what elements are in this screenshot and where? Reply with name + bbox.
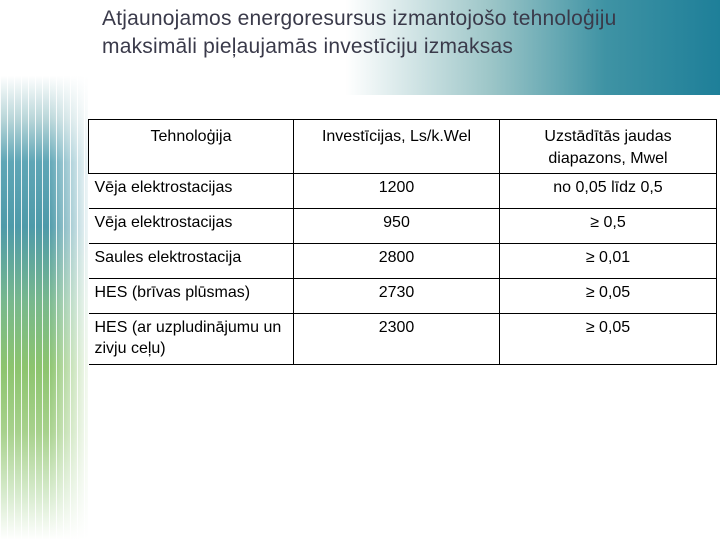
- table-row: [89, 279, 717, 314]
- cell-technology: Saules elektrostacija: [89, 244, 294, 279]
- table-row: [89, 174, 717, 209]
- cell-investment: 2300: [294, 314, 500, 365]
- cell-capacity-range: ≥ 0,05: [500, 279, 717, 314]
- cell-investment: 950: [294, 209, 500, 244]
- cell-investment: 2800: [294, 244, 500, 279]
- cell-capacity-range: ≥ 0,5: [500, 209, 717, 244]
- cell-investment: 1200: [294, 174, 500, 209]
- cell-technology: Vēja elektrostacijas: [89, 174, 294, 209]
- column-header-technology: Tehnoloģija: [89, 120, 294, 174]
- table-row: [89, 209, 717, 244]
- cell-capacity-range: ≥ 0,01: [500, 244, 717, 279]
- left-decorative-strip: [0, 0, 88, 540]
- table-row: [89, 314, 717, 365]
- column-header-investment: Investīcijas, Ls/k.Wel: [294, 120, 500, 174]
- investment-table: [88, 119, 717, 365]
- table-header-row: [89, 120, 717, 174]
- cell-technology: Vēja elektrostacijas: [89, 209, 294, 244]
- cell-investment: 2730: [294, 279, 500, 314]
- cell-capacity-range: ≥ 0,05: [500, 314, 717, 365]
- cell-technology: HES (brīvas plūsmas): [89, 279, 294, 314]
- column-header-capacity-range: Uzstādītās jaudas diapazons, Mwel: [500, 120, 717, 174]
- table-row: [89, 244, 717, 279]
- cell-technology: HES (ar uzpludinājumu un zivju ceļu): [89, 314, 294, 365]
- slide-title: Atjaunojamos energoresursus izmantojošo tehnoloģiju maksimāli pieļaujamās investīciju izmaksas: [102, 7, 617, 58]
- cell-capacity-range: no 0,05 līdz 0,5: [500, 174, 717, 209]
